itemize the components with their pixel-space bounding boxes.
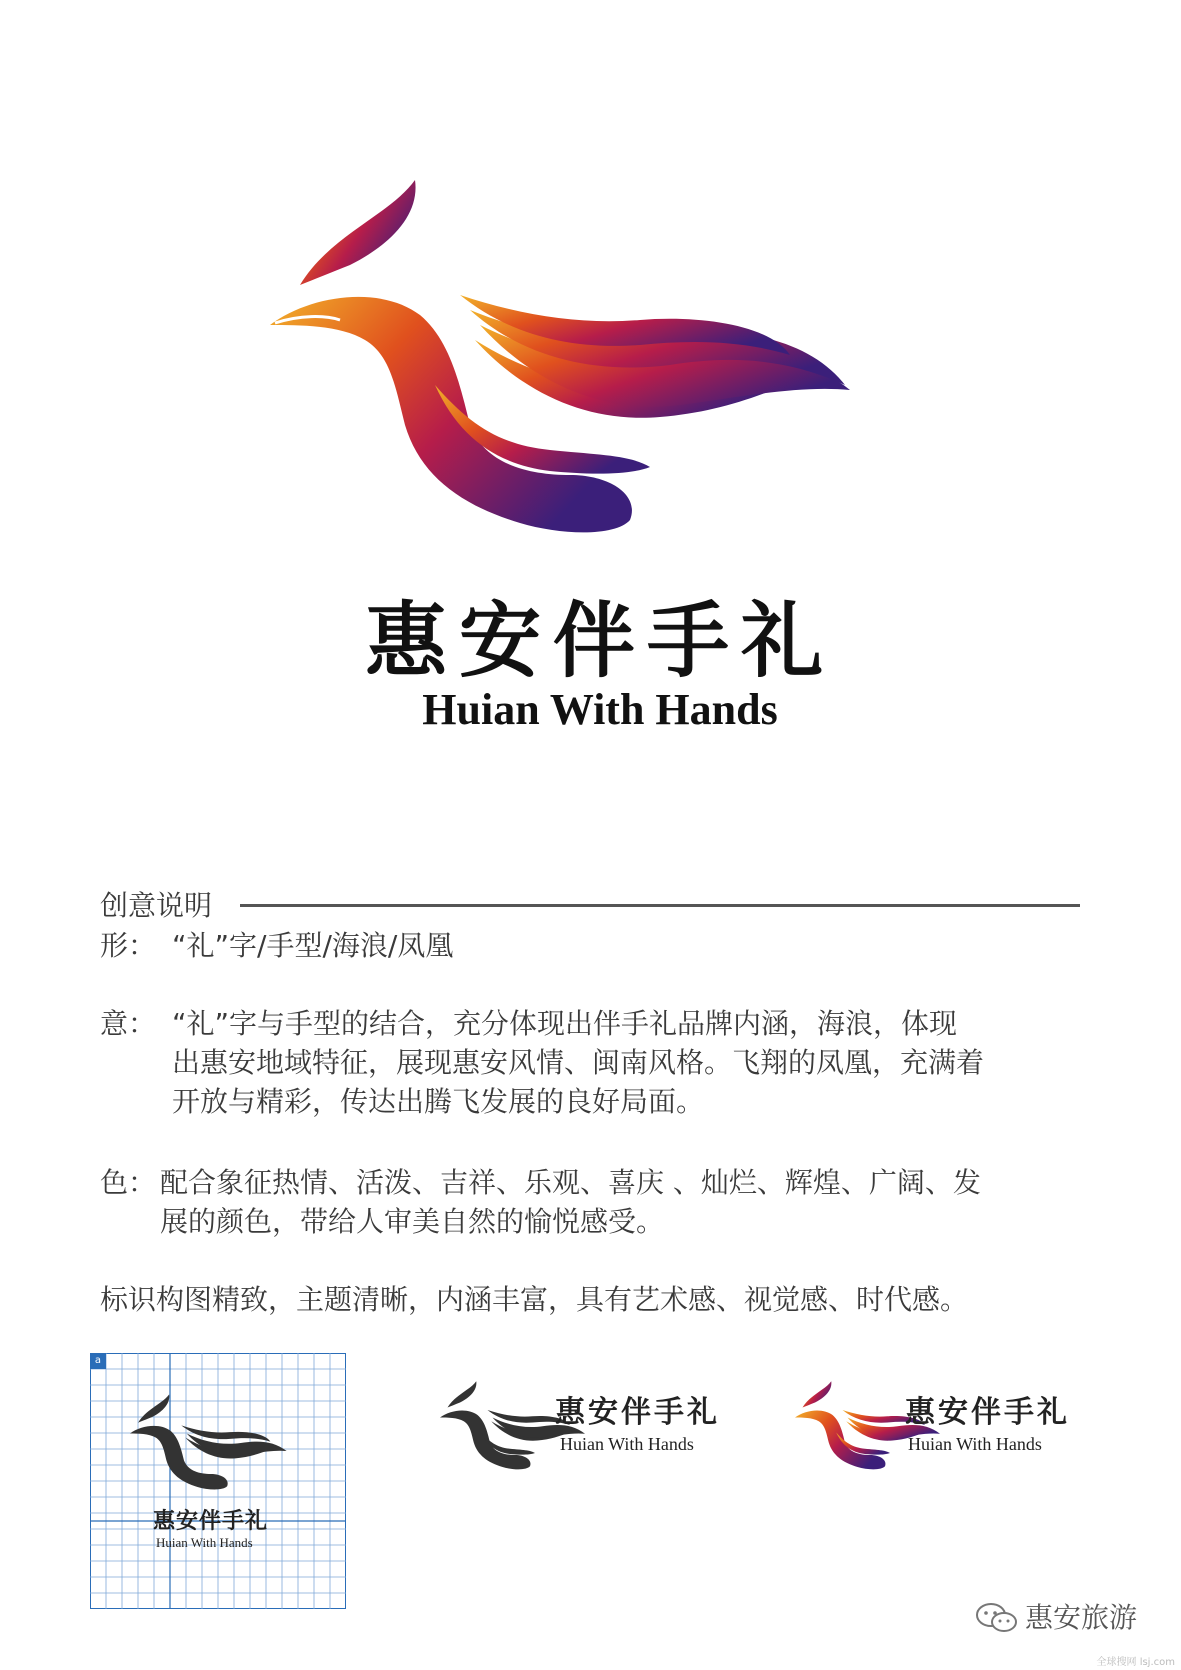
- meaning-line: 开放与精彩，传达出腾飞发展的良好局面。: [172, 1085, 705, 1118]
- grid-brand-name-english: Huian With Hands: [156, 1535, 253, 1550]
- summary-row: [100, 1280, 1100, 1320]
- logo-grid-construction: [90, 1353, 346, 1609]
- meaning-label: 意：: [100, 1007, 157, 1040]
- dark-brand-name-chinese: 惠安伴手礼: [555, 1395, 720, 1430]
- color-brand-name-chinese: 惠安伴手礼: [905, 1395, 1070, 1430]
- form-text: “礼”字/手型/海浪/凤凰: [172, 929, 454, 962]
- color-brand-name-english: Huian With Hands: [908, 1434, 1042, 1454]
- wechat-icon: [975, 1602, 1019, 1634]
- meaning-line: 出惠安地域特征，展现惠安风情、闽南风格。飞翔的凤凰，充满着: [172, 1046, 985, 1079]
- description-header: [100, 886, 1080, 926]
- brand-name-english: Huian With Hands: [422, 685, 778, 734]
- brand-name-chinese: 惠安伴手礼: [364, 593, 835, 689]
- summary-text: 标识构图精致，主题清晰，内涵丰富，具有艺术感、视觉感、时代感。: [100, 1283, 969, 1316]
- grid-brand-name-chinese: 惠安伴手礼: [153, 1508, 269, 1534]
- phoenix-hand-logo: [270, 175, 910, 595]
- form-row: [100, 926, 1100, 966]
- watermark-text: 惠安旅游: [1025, 1601, 1138, 1634]
- color-text: [160, 1163, 1090, 1241]
- title-divider: [240, 904, 1080, 907]
- meaning-row: [100, 1004, 1100, 1124]
- grid-tag: a: [90, 1353, 106, 1369]
- meaning-text: [172, 1004, 1092, 1121]
- meaning-line: “礼”字与手型的结合，充分体现出伴手礼品牌内涵，海浪，体现: [172, 1007, 958, 1040]
- corner-mark: 全球搜网 lsj.com: [1096, 1657, 1175, 1668]
- color-label: 色：: [100, 1166, 157, 1199]
- dark-brand-name-english: Huian With Hands: [560, 1434, 694, 1454]
- color-line: 展的颜色，带给人审美自然的愉悦感受。: [160, 1205, 665, 1238]
- color-line: 配合象征热情、活泼、吉祥、乐观、喜庆 、灿烂、辉煌、广阔、发: [160, 1166, 981, 1199]
- color-row: [100, 1163, 1100, 1243]
- form-label: 形：: [100, 929, 157, 962]
- description-title: 创意说明: [100, 889, 213, 922]
